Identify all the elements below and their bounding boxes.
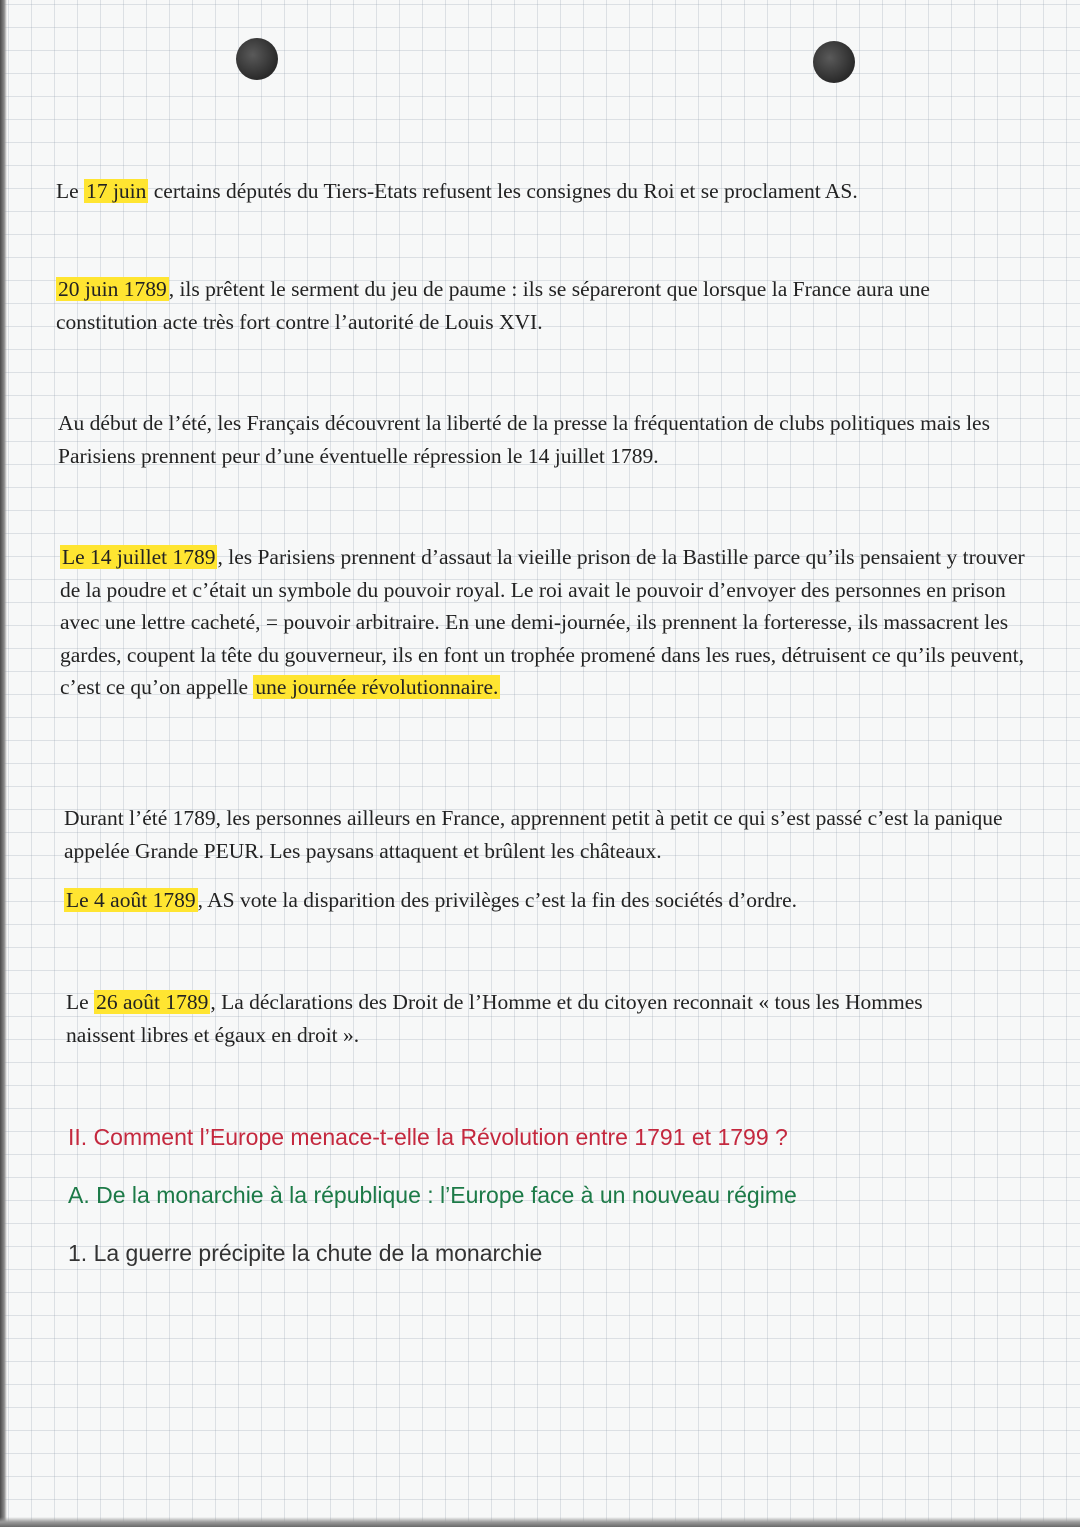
highlighted-date: 26 août 1789 [96,990,209,1014]
text-segment: Le [66,990,95,1014]
highlighted-date: Le 14 juillet 1789 [62,545,216,569]
highlighted-date: Le 4 août 1789 [66,888,196,912]
binder-hole-right [813,41,855,83]
text-segment: certains députés du Tiers-Etats refusent les consignes du Roi et se proclament AS. [148,179,858,203]
paragraph-26-aout [66,986,991,1051]
paragraph-debut-ete: Au début de l’été, les Français découvrent la liberté de la presse la fréquentation de clubs politiques mais les Parisiens prennent peur d’une éventuelle répression le 14 juillet 1789. [58,411,990,468]
paragraph-grande-peur: Durant l’été 1789, les personnes ailleurs en France, apprennent petit à petit ce qui s’est passé c’est la panique appelée Grande PEUR. Les paysans attaquent et brûlent les châteaux. [64,806,1003,863]
text-segment: , La déclarations des Droit de l’Homme et du citoyen reconnait « tous les Hommes naissent libres et égaux en droit ». [66,990,923,1047]
highlighted-date: 17 juin [86,179,147,203]
item-heading-1: 1. La guerre précipite la chute de la monarchie [68,1240,543,1266]
subsection-heading-A: A. De la monarchie à la république : l’Europe face à un nouveau régime [68,1182,797,1208]
paragraph-14-juillet [60,541,1035,704]
paragraph-4-aout [64,884,1024,917]
binder-hole-left [236,38,278,80]
page-left-edge [0,0,7,1527]
page-bottom-edge [0,1517,1080,1527]
text-segment: , ils prêtent le serment du jeu de paume : ils se sépareront que lorsque la France aura une constitution acte très fort contre l’autorité de Louis XVI. [56,277,930,334]
paragraph-17-juin [56,175,1016,208]
section-heading-II: II. Comment l’Europe menace-t-elle la Révolution entre 1791 et 1799 ? [68,1124,788,1150]
highlighted-term: une journée révolutionnaire. [255,675,499,699]
highlighted-date: 20 juin 1789 [58,277,167,301]
text-segment: Le [56,179,85,203]
text-segment: , les Parisiens prennent d’assaut la vieille prison de la Bastille parce qu’ils pensaient y trouver de la poudre et c’était un symbole du pouvoir royal. Le roi avait le pouvoir d’envoyer des personnes en prison avec une lettre cacheté, = pouvoir arbitraire. En une demi-journée, ils prennent la forteresse, ils massacrent les gardes, coupent la tête du gouverneur, ils en font un trophée promené dans les rues, détruisent ce qu’ils peuvent, c’est ce qu’on appelle [60,545,1025,699]
paragraph-20-juin [56,273,1001,338]
text-segment: , AS vote la disparition des privilèges c’est la fin des sociétés d’ordre. [197,888,798,912]
